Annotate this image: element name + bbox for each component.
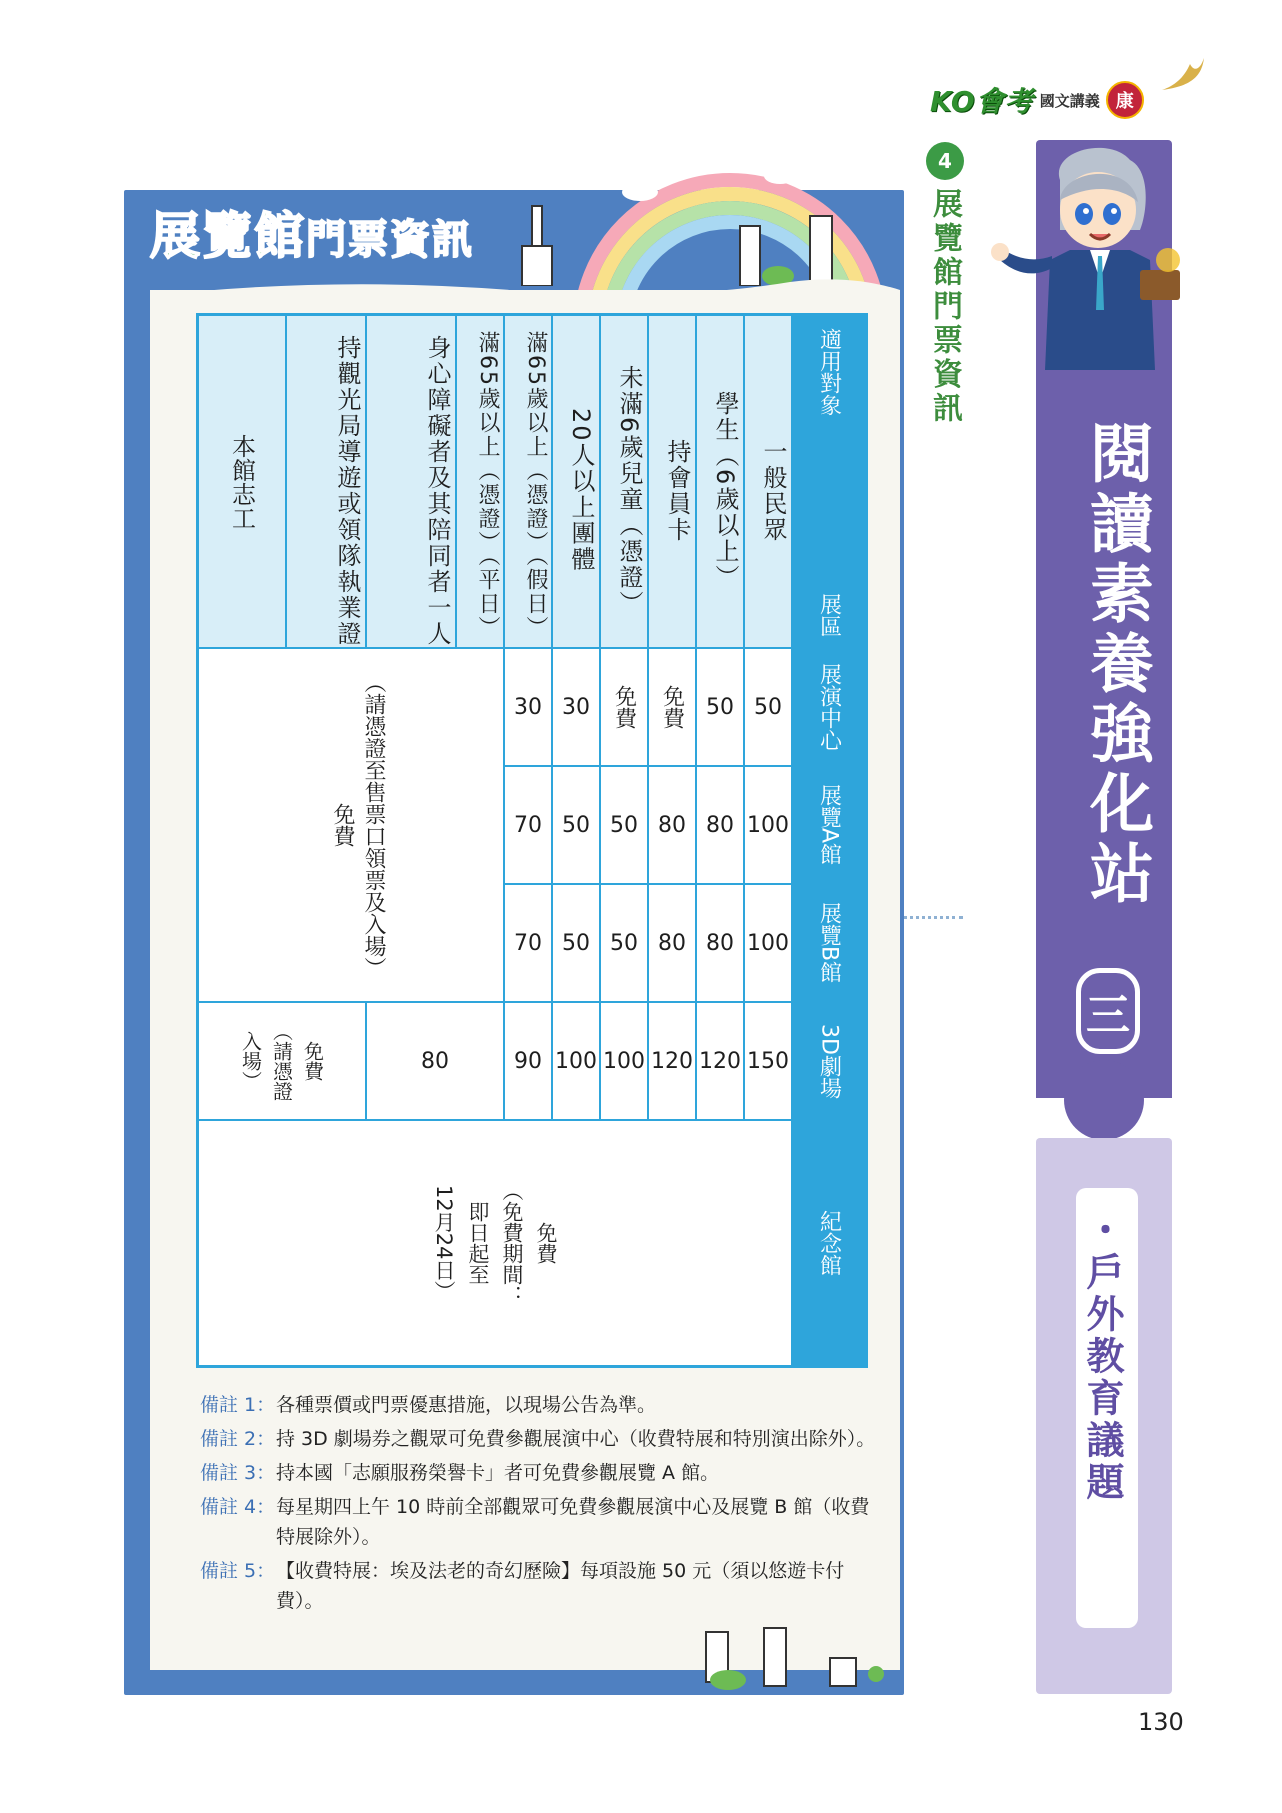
brand-header bbox=[930, 80, 1144, 120]
free-note: （請憑證至售票口領票及入場） bbox=[361, 671, 386, 979]
price-cell: 90 bbox=[505, 1003, 553, 1121]
note-item bbox=[200, 1556, 880, 1616]
audience-student: 學生（6歲以上） bbox=[697, 316, 745, 649]
audience-disabled: 身心障礙者及其陪同者一人 bbox=[367, 316, 457, 649]
note-text: 持本國「志願服務榮譽卡」者可免費參觀展覽 A 館。 bbox=[276, 1462, 720, 1484]
price-cell: 120 bbox=[649, 1003, 697, 1121]
column-header-3d-theater: 3D劇場 bbox=[793, 1003, 865, 1121]
price-cell: 80 bbox=[649, 885, 697, 1003]
price-cell: 50 bbox=[601, 767, 649, 885]
free-3d-cell bbox=[199, 1003, 367, 1121]
audience-member: 持會員卡 bbox=[649, 316, 697, 649]
audience-general: 一般民眾 bbox=[745, 316, 793, 649]
price-cell: 免費 bbox=[601, 649, 649, 767]
note-text: 各種票價或門票優惠措施，以現場公告為準。 bbox=[276, 1394, 657, 1416]
free-3d-label-3: 入場） bbox=[238, 1031, 263, 1091]
note-label: 備註 3： bbox=[200, 1462, 276, 1484]
side-subtitle: 展覽館門票資訊 bbox=[927, 188, 962, 426]
note-item bbox=[200, 1492, 880, 1552]
audience-volunteer: 本館志工 bbox=[199, 316, 287, 649]
price-cell: 100 bbox=[553, 1003, 601, 1121]
price-cell: 150 bbox=[745, 1003, 793, 1121]
subtitle-number-icon: 4 bbox=[926, 142, 964, 180]
price-cell: 50 bbox=[553, 767, 601, 885]
price-cell: 100 bbox=[745, 767, 793, 885]
memorial-start: 即日起至 bbox=[466, 1201, 490, 1285]
audience-child: 未滿6歲兒童（憑證） bbox=[601, 316, 649, 649]
free-3d-label-1: 免費 bbox=[300, 1041, 325, 1081]
column-header-hall-a: 展覽A館 bbox=[793, 767, 865, 885]
free-label: 免費 bbox=[330, 803, 355, 847]
mascot-illustration bbox=[990, 140, 1190, 370]
section-number: 三 bbox=[1076, 968, 1140, 1054]
note-text: 持 3D 劇場券之觀眾可免費參觀展演中心（收費特展和特別演出除外）。 bbox=[276, 1428, 876, 1450]
note-item bbox=[200, 1424, 880, 1454]
brand-subtitle: 國文講義 bbox=[1039, 91, 1100, 110]
brand-logo: KO會考 bbox=[930, 85, 1034, 118]
paper-curl bbox=[150, 276, 900, 306]
price-cell: 120 bbox=[697, 1003, 745, 1121]
ticket-price-table bbox=[196, 313, 868, 1368]
memorial-cell bbox=[199, 1121, 793, 1365]
topic-label: ・戶外教育議題 bbox=[1080, 1210, 1124, 1504]
city-skyline-icon bbox=[520, 196, 840, 286]
corner-bottom-label: 展區 bbox=[816, 593, 842, 637]
frame-title-part2: 門票資訊 bbox=[306, 217, 474, 263]
price-cell: 70 bbox=[505, 885, 553, 1003]
note-label: 備註 1： bbox=[200, 1394, 276, 1416]
price-cell: 50 bbox=[697, 649, 745, 767]
note-label: 備註 2： bbox=[200, 1428, 276, 1450]
note-label: 備註 5： bbox=[200, 1560, 276, 1582]
corner-top-label: 適用對象 bbox=[816, 328, 842, 416]
frame-title bbox=[150, 196, 474, 268]
price-cell: 100 bbox=[601, 1003, 649, 1121]
price-cell: 免費 bbox=[649, 649, 697, 767]
note-label: 備註 4： bbox=[200, 1496, 276, 1518]
audience-tour-guide: 持觀光局導遊或領隊執業證 bbox=[287, 316, 367, 649]
dotted-divider bbox=[903, 916, 963, 919]
price-cell: 50 bbox=[553, 885, 601, 1003]
notes-list bbox=[200, 1390, 880, 1620]
memorial-period: （免費期間： bbox=[500, 1180, 524, 1306]
section-title: 閱讀素養強化站 bbox=[1079, 420, 1153, 910]
price-cell: 80 bbox=[697, 885, 745, 1003]
band-notch-circle bbox=[1064, 1060, 1144, 1140]
price-cell: 50 bbox=[601, 885, 649, 1003]
corner-header bbox=[793, 316, 865, 649]
price-cell: 100 bbox=[745, 885, 793, 1003]
free-3d-label-2: （請憑證 bbox=[269, 1021, 294, 1101]
note-text: 【收費特展：埃及法老的奇幻歷險】每項設施 50 元（須以悠遊卡付費）。 bbox=[276, 1560, 845, 1612]
price-cell: 80 bbox=[649, 767, 697, 885]
column-header-hall-b: 展覽B館 bbox=[793, 885, 865, 1003]
city-skyline-icon bbox=[700, 1618, 900, 1690]
wing-icon bbox=[1160, 56, 1206, 96]
price-cell: 30 bbox=[553, 649, 601, 767]
price-cell: 70 bbox=[505, 767, 553, 885]
memorial-date: 12月24日） bbox=[432, 1184, 456, 1302]
note-text: 每星期四上午 10 時前全部觀眾可免費參觀展演中心及展覽 B 館（收費特展除外）。 bbox=[276, 1496, 870, 1548]
note-item bbox=[200, 1458, 880, 1488]
price-cell: 80 bbox=[367, 1003, 505, 1121]
audience-group: 20人以上團體 bbox=[553, 316, 601, 649]
note-item bbox=[200, 1390, 880, 1420]
free-merged-cell bbox=[199, 649, 505, 1003]
price-cell: 80 bbox=[697, 767, 745, 885]
memorial-free: 免費 bbox=[534, 1222, 558, 1264]
column-header-memorial: 紀念館 bbox=[793, 1121, 865, 1365]
audience-senior-weekday: 滿65歲以上（憑證）（平日） bbox=[457, 316, 505, 649]
page-number: 130 bbox=[1138, 1708, 1184, 1736]
frame-title-part1: 展覽館 bbox=[150, 207, 306, 265]
price-cell: 30 bbox=[505, 649, 553, 767]
brand-badge: 康 bbox=[1106, 81, 1144, 119]
column-header-performance-center: 展演中心 bbox=[793, 649, 865, 767]
price-cell: 50 bbox=[745, 649, 793, 767]
audience-senior-holiday: 滿65歲以上（憑證）（假日） bbox=[505, 316, 553, 649]
